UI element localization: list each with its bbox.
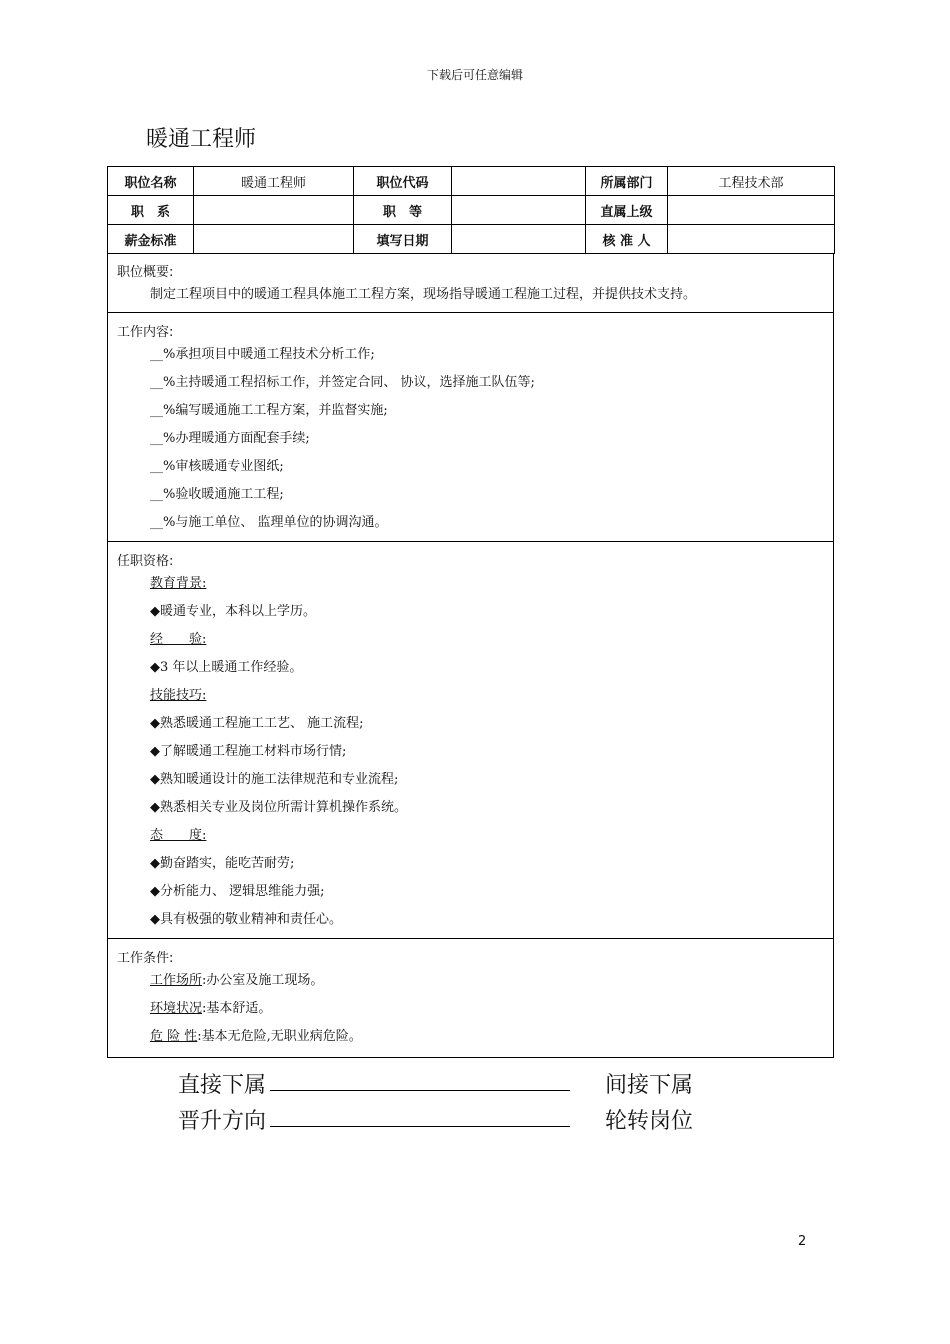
job-grade-label: 职 等 <box>354 196 452 225</box>
direct-subordinate-line <box>270 1066 570 1091</box>
environment-value: :基本舒适。 <box>202 1001 272 1016</box>
position-name-value: 暖通工程师 <box>194 167 354 196</box>
position-info-table <box>107 166 835 254</box>
salary-value <box>194 225 354 254</box>
experience-label: 经 验: <box>150 632 207 647</box>
position-code-label: 职位代码 <box>354 167 452 196</box>
conditions-section <box>107 939 834 1058</box>
indirect-subordinate-label: 间接下属 <box>605 1073 694 1098</box>
direct-subordinate-label: 直接下属 <box>178 1073 267 1098</box>
job-series-label: 职 系 <box>108 196 194 225</box>
risk-value: :基本无危险,无职业病危险。 <box>197 1029 362 1044</box>
table-row <box>108 167 835 196</box>
department-label: 所属部门 <box>586 167 668 196</box>
list-item: __%审核暖通专业图纸; <box>150 459 284 474</box>
fill-date-value <box>452 225 586 254</box>
promotion-line <box>270 1102 570 1127</box>
risk-line <box>150 1023 833 1051</box>
environment-line <box>150 995 833 1023</box>
position-name-label: 职位名称 <box>108 167 194 196</box>
list-item: __%承担项目中暖通工程技术分析工作; <box>150 347 375 362</box>
department-value: 工程技术部 <box>668 167 835 196</box>
education-label: 教育背景: <box>150 576 207 591</box>
supervisor-label: 直属上级 <box>586 196 668 225</box>
supervisor-value <box>668 196 835 225</box>
duties-title: 工作内容: <box>117 325 174 340</box>
list-item: ◆勤奋踏实，能吃苦耐劳; <box>150 856 295 871</box>
list-item: __%主持暖通工程招标工作，并签定合同、 协议，选择施工队伍等; <box>150 375 535 390</box>
risk-label: 危 险 性 <box>150 1029 198 1044</box>
approver-label: 核 准 人 <box>586 225 668 254</box>
overview-title: 职位概要: <box>117 265 174 280</box>
list-item: ◆了解暖通工程施工材料市场行情; <box>150 744 347 759</box>
approver-value <box>668 225 835 254</box>
overview-text: 制定工程项目中的暖通工程具体施工工程方案，现场指导暖通工程施工过程，并提供技术支持。 <box>150 287 697 302</box>
header-note: 下载后可任意编辑 <box>426 68 523 82</box>
list-item: ◆分析能力、 逻辑思维能力强; <box>150 884 325 899</box>
table-row <box>108 225 835 254</box>
attitude-label: 态 度: <box>150 828 207 843</box>
fill-date-label: 填写日期 <box>354 225 452 254</box>
environment-label: 环境状况 <box>150 1001 203 1016</box>
qualifications-section <box>107 542 834 939</box>
conditions-title: 工作条件: <box>117 951 174 966</box>
overview-section <box>107 253 834 313</box>
workplace-label: 工作场所 <box>150 973 203 988</box>
list-item: __%编写暖通施工工程方案，并监督实施; <box>150 403 388 418</box>
promotion-label: 晋升方向 <box>178 1109 267 1134</box>
table-row <box>108 196 835 225</box>
list-item: ◆熟悉暖通工程施工工艺、 施工流程; <box>150 716 364 731</box>
education-text: ◆暖通专业，本科以上学历。 <box>150 604 316 619</box>
position-code-value <box>452 167 586 196</box>
list-item: ◆熟知暖通设计的施工法律规范和专业流程; <box>150 772 399 787</box>
list-item: __%验收暖通施工工程; <box>150 487 284 502</box>
qualifications-title: 任职资格: <box>117 554 174 569</box>
document-title: 暖通工程师 <box>146 127 257 152</box>
page-number: 2 <box>798 1234 807 1249</box>
list-item: ◆具有极强的敬业精神和责任心。 <box>150 912 342 927</box>
job-grade-value <box>452 196 586 225</box>
rotation-label: 轮转岗位 <box>605 1109 694 1134</box>
workplace-line <box>150 967 833 995</box>
duties-section <box>107 313 834 542</box>
job-series-value <box>194 196 354 225</box>
experience-text: ◆3 年以上暖通工作经验。 <box>150 660 303 675</box>
workplace-value: :办公室及施工现场。 <box>202 973 324 988</box>
list-item: ◆熟悉相关专业及岗位所需计算机操作系统。 <box>150 800 407 815</box>
list-item: __%办理暖通方面配套手续; <box>150 431 310 446</box>
salary-label: 薪金标准 <box>108 225 194 254</box>
skills-label: 技能技巧: <box>150 688 207 703</box>
list-item: __%与施工单位、 监理单位的协调沟通。 <box>150 515 388 530</box>
